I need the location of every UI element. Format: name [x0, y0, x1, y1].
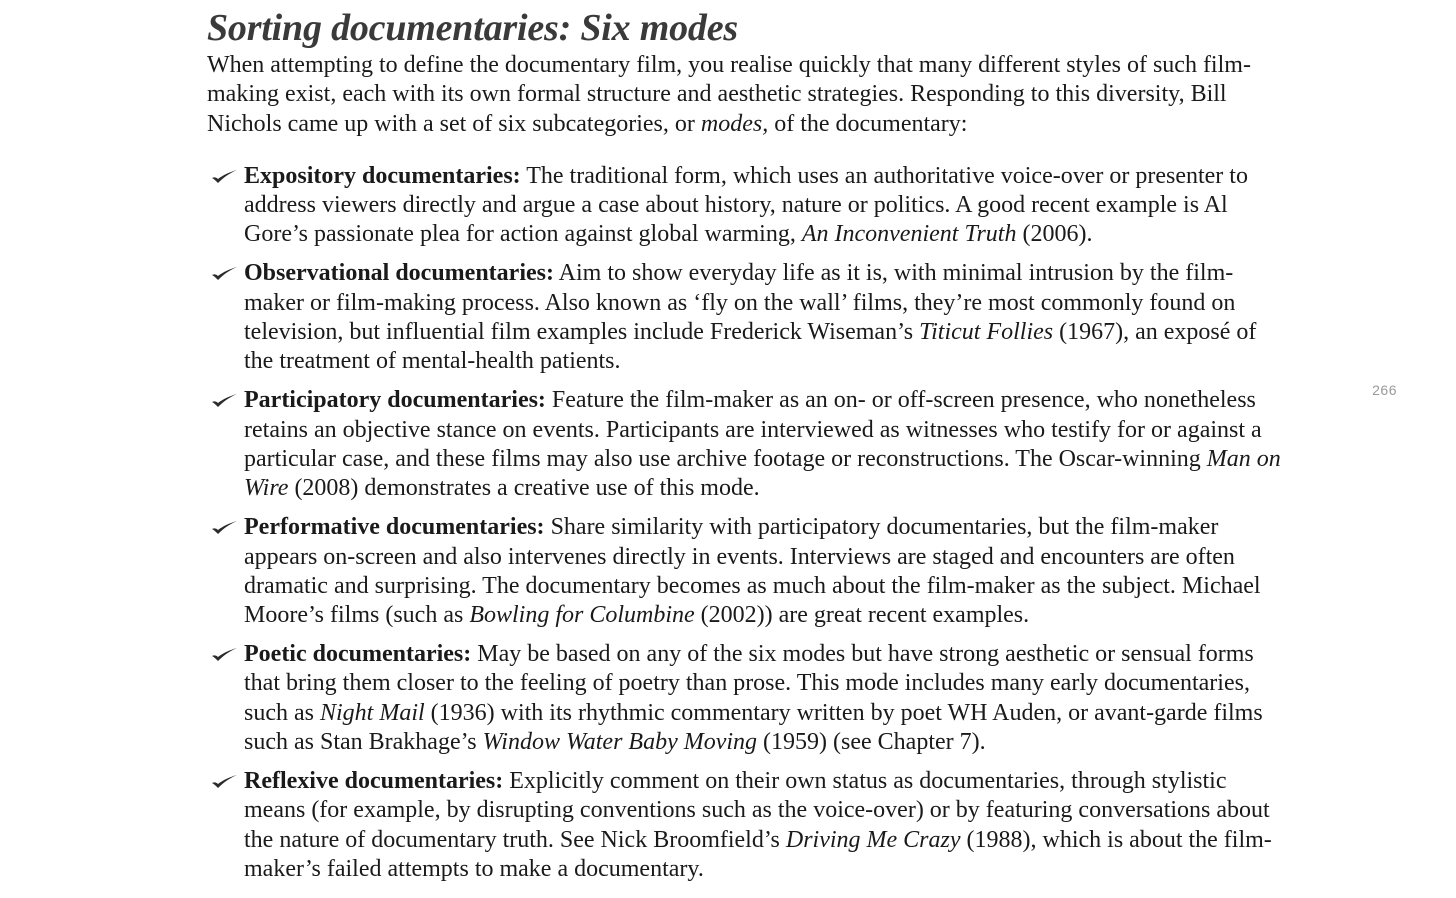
- page-content: [207, 6, 1287, 894]
- mode-term: Reflexive documentaries:: [244, 767, 504, 794]
- film-title: Man on Wire: [244, 445, 1281, 502]
- mode-term: Observational documentaries:: [244, 260, 554, 287]
- checkmark-icon: [210, 393, 238, 409]
- checkmark-icon: [210, 774, 238, 790]
- mode-text: (2006).: [1016, 221, 1093, 248]
- mode-term: Participatory documentaries:: [244, 387, 546, 414]
- mode-text: (1967), an exposé of the treatment of mental-health patients.: [244, 319, 1257, 375]
- intro-emphasis: modes,: [700, 110, 769, 137]
- mode-text: (1959) (see Chapter 7).: [757, 728, 986, 755]
- list-item: [207, 259, 1287, 376]
- mode-text: May be based on any of the six modes but have strong aesthetic or sensual forms that bring them closer to the feeling of poetry than prose. This mode includes many early documentaries, such as: [244, 641, 1254, 726]
- section-heading: Sorting documentaries: Six modes: [207, 7, 738, 49]
- mode-term: Expository documentaries:: [244, 162, 521, 189]
- checkmark-icon: [210, 169, 238, 185]
- modes-list: [207, 162, 1287, 884]
- intro-text: When attempting to define the documentary film, you realise quickly that many different styles of such film-making exist, each with its own formal structure and aesthetic strategies. Responding to this diversity, Bill Nichols came up with a set of six subcategories, or: [207, 52, 1251, 137]
- checkmark-icon: [210, 266, 238, 282]
- mode-term: Poetic documentaries:: [244, 641, 472, 668]
- mode-text: (1936) with its rhythmic commentary written by poet WH Auden, or avant-garde films such as Stan Brakhage’s: [244, 699, 1263, 755]
- intro-paragraph: [207, 51, 1287, 139]
- mode-text: Feature the film-maker as an on- or off-screen presence, who nonetheless retains an objective stance on events. Participants are interviewed as witnesses who testify for or against a particular case, and these films may also use archive footage or reconstructions. The Oscar-winning: [244, 387, 1262, 472]
- list-item: [207, 513, 1287, 630]
- film-title: Driving Me Crazy: [785, 826, 961, 853]
- list-item: [207, 386, 1287, 503]
- film-title: Bowling for Columbine: [469, 602, 695, 629]
- film-title: Titicut Follies: [919, 319, 1054, 346]
- film-title: An Inconvenient Truth: [801, 221, 1017, 248]
- mode-text: Aim to show everyday life as it is, with minimal intrusion by the film-maker or film-making process. Also known as ‘fly on the wall’ films, they’re most commonly found on television, but influential film examples include Frederick Wiseman’s: [244, 260, 1236, 346]
- mode-text: (2002)) are great recent examples.: [694, 602, 1030, 629]
- mode-text: (2008) demonstrates a creative use of this mode.: [288, 475, 760, 502]
- film-title: Night Mail: [319, 699, 425, 726]
- mode-text: The traditional form, which uses an authoritative voice-over or presenter to address viewers directly and argue a case about history, nature or politics. A good recent example is Al Gore’s passionate plea for action against global warming,: [244, 162, 1248, 248]
- list-item: [207, 767, 1287, 884]
- list-item: [207, 162, 1287, 250]
- checkmark-icon: [210, 520, 238, 536]
- list-item: [207, 640, 1287, 757]
- checkmark-icon: [210, 647, 238, 663]
- film-title: Window Water Baby Moving: [482, 728, 758, 755]
- intro-text-end: of the documentary:: [768, 110, 968, 137]
- mode-term: Performative documentaries:: [244, 514, 545, 541]
- mode-text: Share similarity with participatory documentaries, but the film-maker appears on-screen and also intervenes directly in events. Interviews are staged and encounters are often dramatic and surprising. The documentary becomes as much about the film-maker as the subject. Michael Moore’s films (such as: [244, 514, 1261, 629]
- page-number: 266: [1372, 382, 1397, 398]
- mode-text: Explicitly comment on their own status as documentaries, through stylistic means (for example, by disrupting conventions such as the voice-over) or by featuring conversations about the nature of documentary truth. See Nick Broomfield’s: [244, 767, 1270, 853]
- mode-text: (1988), which is about the film-maker’s failed attempts to make a documentary.: [244, 826, 1272, 882]
